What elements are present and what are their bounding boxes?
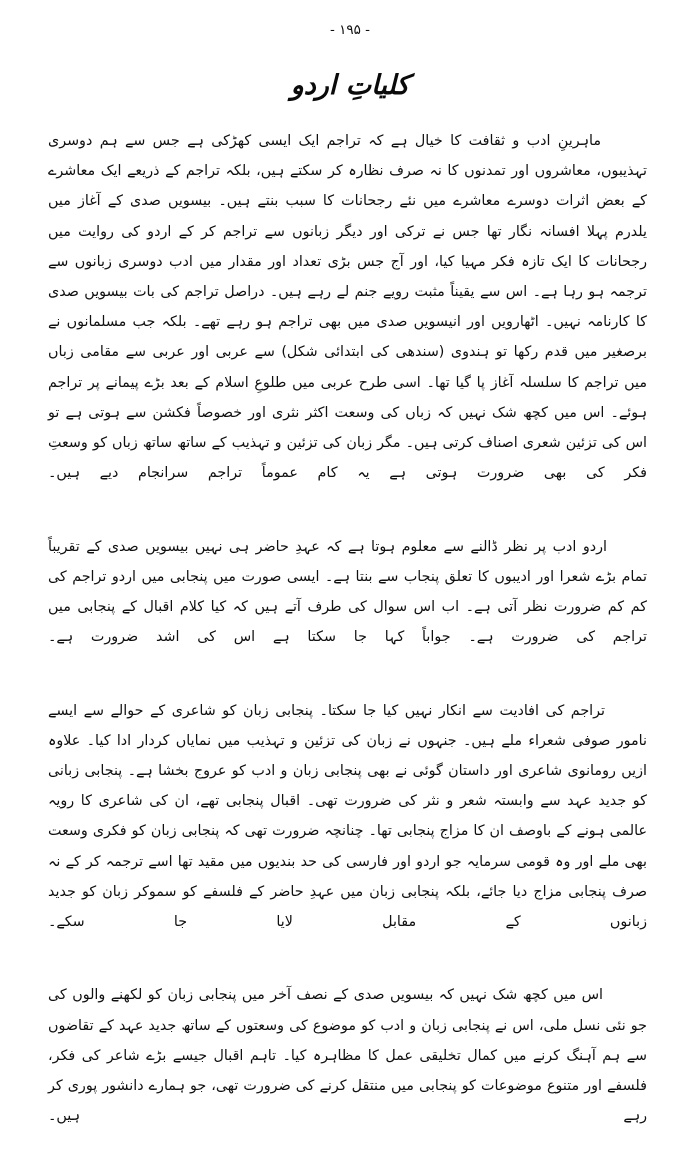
page-title: کلیاتِ اردو — [290, 70, 410, 102]
paragraph-1: ماہرینِ ادب و ثقافت کا خیال ہے کہ تراجم ایک ایسی کھڑکی ہے جس سے ہم دوسری تہذیبوں، معاشروں اور تمدنوں کا نہ صرف نظارہ کر سکتے ہیں، بلکہ تراجم کے ذریعے ایک معاشرے کے بعض اثرات دوسرے معاشرے میں نئے رجحانات کا سبب بنتے ہیں۔ بیسویں صدی کے آغاز میں یلدرم پہلا افسانہ نگار تھا جس نے ترکی اور دیگر زبانوں سے تراجم کر کے اردو کی روایت میں رجحانات کا ایک تازہ فکر مہیا کیا، اور آج جس بڑی تعداد اور مقدار میں ادب دوسری زبانوں سے ترجمہ ہو رہا ہے۔ اس سے یقیناً مثبت رویے جنم لے رہے ہیں۔ دراصل تراجم کی بات بیسویں صدی کا کارنامہ نہیں۔ اٹھارویں اور انیسویں صدی میں بھی تراجم ہو رہے تھے۔ بلکہ جب مسلمانوں نے برصغیر میں قدم رکھا تو ہندوی (سندھی کی ابتدائی شکل) سے عربی اور عربی سے مقامی زباں میں تراجم کا سلسلہ آغاز پا گیا تھا۔ اسی طرح عربی میں طلوعِ اسلام کے بعد بڑے پیمانے پر تراجم ہوئے۔ اس میں کچھ شک نہیں کہ زباں کی وسعت اکثر نثری اور خصوصاً فکشن سے ہوتی ہے تو اس کی تزئین شعری اصناف کرتی ہیں۔ مگر زبان کی تزئین و تہذیب کے ساتھ ساتھ زباں کو وسعتِ فکر کی بھی ضرورت ہوتی ہے یہ کام عموماً تراجم سرانجام دیے ہیں۔ — [48, 133, 647, 482]
body-text-block — [48, 126, 647, 1162]
paragraph-3: تراجم کی افادیت سے انکار نہیں کیا جا سکتا۔ پنجابی زبان کو شاعری کے حوالے سے ایسے نامور صوفی شعراء ملے ہیں۔ جنہوں نے زبان کی تزئین و تہذیب میں نمایاں کردار ادا کیا۔ علاوہ ازیں رومانوی شاعری اور داستان گوئی نے بھی پنجابی زبان و ادب کو عروج بخشا ہے۔ پنجابی زبانی کو جدید عہد سے وابستہ شعر و نثر کی ضرورت تھی۔ اقبال پنجابی تھے، ان کی شاعری کا رویہ عالمی ہونے کے باوصف ان کا مزاج پنجابی تھا۔ چنانچہ ضرورت تھی کہ پنجابی زبان کو فکری وسعت بھی ملے اور وہ قومی سرمایہ جو اردو اور فارسی کی حد بندیوں میں مقید تھا اسے ترجمہ کر کے نہ صرف پنجابی مزاج دیا جائے، بلکہ پنجابی زبان میں عہدِ حاضر کے فلسفے کو سموکر زبان کو جدید زبانوں کے مقابل لایا جا سکے۔ — [48, 702, 647, 931]
page-number: - ۱۹۵ - — [329, 22, 371, 38]
paragraph-2: اردو ادب پر نظر ڈالنے سے معلوم ہوتا ہے کہ عہدِ حاضر ہی نہیں بیسویں صدی کے تقریباً تمام بڑے شعرا اور ادیبوں کا تعلق پنجاب سے بنتا ہے۔ ایسی صورت میں پنجابی میں اردو تراجم کی کم کم ضرورت نظر آتی ہے۔ اب اس سوال کی طرف آتے ہیں کہ کیا کلام اقبال کے پنجابی میں تراجم کی ضرورت ہے۔ جواباً کہا جا سکتا ہے اس کی اشد ضرورت ہے۔ — [48, 538, 647, 646]
paragraph-4: اس میں کچھ شک نہیں کہ بیسویں صدی کے نصف آخر میں پنجابی زبان کو لکھنے والوں کی جو نئی نسل ملی، اس نے پنجابی زبان و ادب کو موضوع کی وسعتوں کے ساتھ جدید عہد کے تقاضوں سے ہم آہنگ کرنے میں کمال تخلیقی عمل کا مظاہرہ کیا۔ تاہم اقبال جیسے بڑے شاعر کی فکر، فلسفے اور متنوع موضوعات کو پنجابی میں منتقل کرنے کی ضرورت تھی، جو ہمارے دانشور پوری کر رہے ہیں۔ — [48, 987, 647, 1125]
